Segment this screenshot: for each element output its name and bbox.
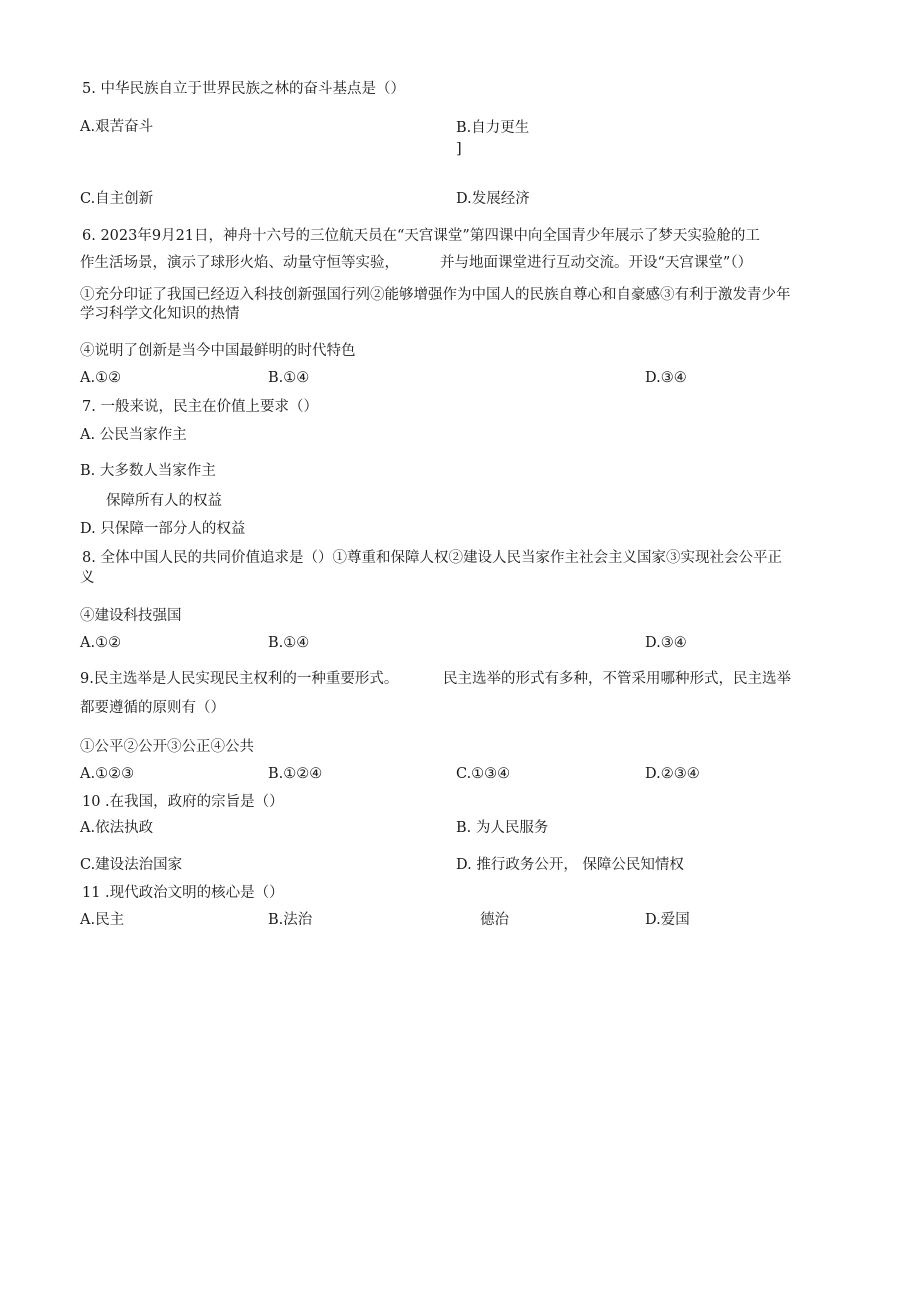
q10-stem: 10 .在我国，政府的宗旨是（） xyxy=(82,794,284,810)
q6-option-a: A.①② xyxy=(80,370,122,386)
q9-option-b: B.①②④ xyxy=(268,766,323,782)
q6-stem-line2a: 作生活场景，演示了球形火焰、动量守恒等实验， xyxy=(80,255,399,271)
q11-option-d: D.爱国 xyxy=(645,912,690,928)
q10-option-b: B. 为人民服务 xyxy=(456,820,549,836)
q7-option-a: A. 公民当家作主 xyxy=(80,427,187,443)
q9-option-d: D.②③④ xyxy=(645,766,700,782)
q6-option-d: D.③④ xyxy=(645,370,687,386)
q9-stem-line1b: 民主选举的形式有多种，不管采用哪种形式，民主选举 xyxy=(443,671,791,687)
q5-option-a: A.艰苦奋斗 xyxy=(80,119,154,135)
q8-stem-line2: 义 xyxy=(80,570,95,586)
q11-option-a: A.民主 xyxy=(80,912,125,928)
q11-option-b: B.法治 xyxy=(268,912,313,928)
q11-stem: 11 .现代政治文明的核心是（） xyxy=(82,885,284,901)
q6-statements-line2: 学习科学文化知识的热情 xyxy=(80,306,240,322)
q5-stem: 5. 中华民族自立于世界民族之林的奋斗基点是（） xyxy=(82,81,405,97)
q8-option-d: D.③④ xyxy=(645,635,687,651)
q5-option-d: D.发展经济 xyxy=(456,191,530,207)
q8-option-a: A.①② xyxy=(80,635,122,651)
q8-stem-line1: 8. 全体中国人民的共同价值追求是（）①尊重和保障人权②建设人民当家作主社会主义国家③实现社会公平正 xyxy=(82,550,782,566)
q6-option-b: B.①④ xyxy=(268,370,310,386)
q6-stem-line1: 6. 2023年9月21日，神舟十六号的三位航天员在“天宫课堂”第四课中向全国青少年展示了梦天实验舱的工 xyxy=(82,228,760,244)
q9-stem-line1a: 9.民主选举是人民实现民主权利的一种重要形式。 xyxy=(80,671,399,687)
q9-option-a: A.①②③ xyxy=(80,766,135,782)
q11-option-c: 德治 xyxy=(480,912,509,928)
q9-stem-line2: 都要遵循的原则有（） xyxy=(80,700,225,716)
q10-option-c: C.建设法治国家 xyxy=(80,857,183,873)
q9-option-c: C.①③④ xyxy=(456,766,511,782)
q9-statements-line: ①公平②公开③公正④公共 xyxy=(80,739,254,755)
q6-statements-line1: ①充分印证了我国已经迈入科技创新强国行列②能够增强作为中国人的民族自尊心和自豪感③有利于激发青少年 xyxy=(80,287,791,303)
q6-stem-line2b: 并与地面课堂进行互动交流。开设“天宫课堂”（） xyxy=(440,255,753,271)
q8-option-b: B.①④ xyxy=(268,635,310,651)
q5-option-b: B.自力更生 xyxy=(456,120,530,136)
q8-statements-line: ④建设科技强国 xyxy=(80,608,182,624)
q10-option-d: D. 推行政务公开， 保障公民知情权 xyxy=(456,857,684,873)
q5-bracket-mark: ] xyxy=(456,141,462,157)
q10-option-a: A.依法执政 xyxy=(80,820,154,836)
q7-option-c: 保障所有人的权益 xyxy=(106,493,222,509)
q7-stem: 7. 一般来说，民主在价值上要求（） xyxy=(82,399,318,415)
q6-statements-line3: ④说明了创新是当今中国最鲜明的时代特色 xyxy=(80,343,356,359)
q7-option-b: B. 大多数人当家作主 xyxy=(80,463,216,479)
q5-option-c: C.自主创新 xyxy=(80,191,154,207)
q7-option-d: D. 只保障一部分人的权益 xyxy=(80,521,246,537)
